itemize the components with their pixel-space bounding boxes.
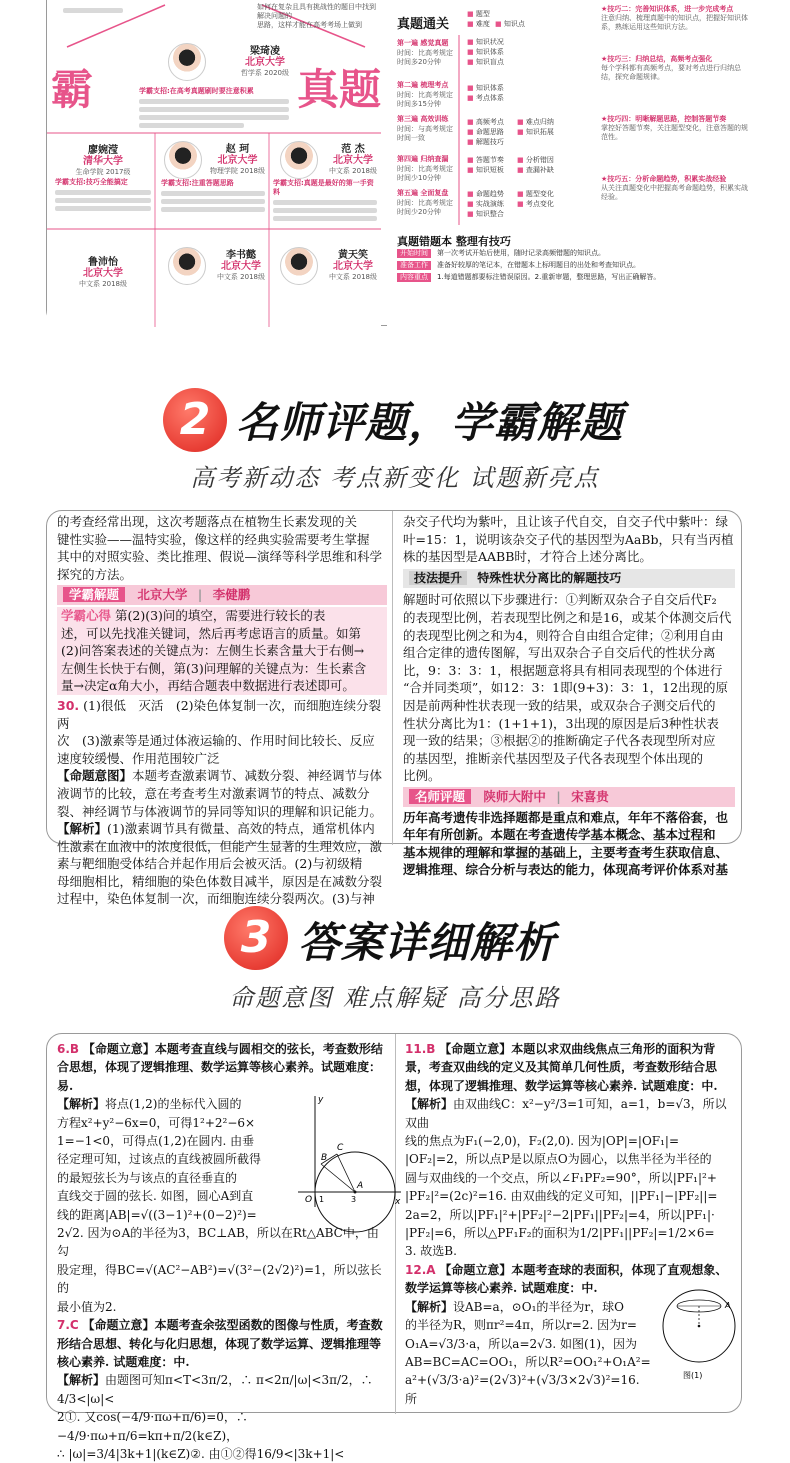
mingti-label: 【命题立意】 [439,1262,512,1277]
text-line: 年年有所创新。本题在考查遗传学基本概念、基本过程和 [403,827,716,843]
notebook-row [397,273,737,282]
mingshi-name: 宋喜贵 [571,788,609,804]
text-line: 素与靶细胞受体结合并起作用后会被灭活。(2)与初级精 [57,856,363,872]
text-line: 2a=2，所以|PF₁|²+|PF₂|²−2|PF₁||PF₂|=4，所以|PF₁|· [405,1207,715,1222]
text-line: 组合定律的遗传图解，写出双杂合子自交后代的性状分离 [403,645,716,661]
question-intent: 本题以求双曲线焦点三角形的面积为背景，考查双曲线的定义及其简单几何性质，考查数形结合思想，体现了逻辑推理、数学运算等核心素养. 试题难度：中. [405,1042,718,1093]
text-line: ∴ |ω|=3/4|3k+1|(k∈Z)②. 由①②得16/9<|3k+1|< [57,1446,345,1461]
text-line: 的基因型，推断亲代基因型及子代各表现型个体出现的 [403,750,704,766]
section-2-heading [0,376,790,496]
profile-major: 物理学院 2018级 [209,166,265,175]
xueba-name: 李健鹏 [212,587,251,603]
point-label-a: A [357,1181,364,1191]
text-line: 3. 故选B. [405,1244,457,1259]
sphere-figure [659,1284,739,1384]
text-line: 圆与双曲线的一个交点，所以∠F₁PF₂=90°，所以|PF₁|²+ [405,1170,717,1185]
text-line: 比，9：3：3：1，根据题意将具有相同表现型的个体进行 [403,662,723,678]
mingti-label: 【命题立意】 [439,1042,512,1056]
step-body: 时间：与高考规定时间一致 [397,125,453,142]
question-intent: 本题考查余弦型函数的图像与性质，考查数形结合思想、转化与化归思想，体现了数学运算、逻辑推理等核心素养. 试题难度：中. [57,1318,383,1369]
skill-block [601,175,751,202]
strategy-left-panel [47,0,381,327]
text-line: 的表现型比例之和为4，则符合自由组合定律；②利用自由 [403,627,724,643]
notebook-row-text: 第一次考试开始后使用，随时记录高频错题的知识点。 [437,249,605,257]
question-intent: 本题考查直线与圆相交的弦长，考查数形结合思想，体现了逻辑推理、数学运算等核心素养。试题难度：易. [57,1042,383,1093]
step-chip: ■ 实战演练 [467,199,504,209]
zhenti-tongguan-title: 真题通关 [397,17,450,32]
text-line: 线的距离|AB|=√((3−1)²+(0−2)²)= [57,1207,257,1222]
profile-major: 中文系 2018级 [216,272,265,281]
skill-title: ★技巧三：归纳总结，高频考点强化 [601,55,713,63]
tick-label-3: 3 [351,1195,357,1204]
jiexi-label: 【解析】 [405,1299,454,1314]
text-line: 由题图可知π<T<3π/2，∴ π<2π/|ω|<3π/2，∴ 4/3<|ω|< [57,1373,373,1406]
step-chip: ■ 知识短板 [467,165,504,175]
circle-geometry-figure [293,1092,403,1212]
tag: ■ 知识点 [495,19,525,29]
text-line: 叶=15：1，说明该杂交子代的基因型为AaBb，只有当丙植 [403,531,734,547]
profile-major: 中文系 2018级 [328,166,377,175]
column-divider [392,511,393,845]
text-line: 母细胞相比，精细胞的染色体数目减半，原因是在减数分裂 [57,873,383,889]
text-line: 径定理可知，过该点的直线被圆所截得 [57,1152,262,1167]
profile-card [161,141,265,215]
text-line: 逻辑推理、综合分析与表达的能力，体现高考评价体系对基 [403,862,729,878]
step-chip: ■ 知识盲点 [467,57,504,67]
text-line: 的考查经常出现，这次考题落点在植物生长素发现的关 [57,514,358,529]
text-line: 本题考查激素调节、减数分裂、神经调节与体 [132,768,383,784]
text-line: 左侧生长快于右侧，第(3)问理解的关键点为：生长素含 [61,660,367,676]
step-chip: ■ 知识状况 [467,37,504,47]
section-3-heading [0,900,790,1020]
profile-university: 北京大学 [83,268,123,279]
text-line: O₁A=√3/3·a，所以a=2√3. 如图(1)，因为 [405,1336,638,1351]
avatar [280,141,318,179]
jifa-title: 特殊性状分离比的解题技巧 [477,570,622,585]
text-line: 股定理，得BC=√(AC²−AB²)=√(3²−(2√2)²)=1，所以弦长的 [57,1262,382,1296]
text-line: 比例。 [403,768,441,784]
text-line: 裂、神经调节与体液调节的异同等知识的理解和识记能力。 [57,803,383,819]
step-chip: ■ 知识体系 [467,83,504,93]
text-line: 基本规律的理解和掌握的基础上，主要考查考生获取信息、 [403,844,729,860]
step-chip: ■ 知识体系 [467,47,504,57]
notebook-table [397,249,737,282]
big-char-ba: 霸 [51,65,94,114]
text-line: 方程x²+y²−6x=0，可得1²+2²−6× [57,1115,256,1130]
profile-main [139,43,289,131]
skill-body: 掌控好答题节奏，关注题型变化，注意答题的规范性。 [601,124,748,141]
preview-card-solutions [46,1033,742,1461]
mingshi-label: 名师评题 [409,789,471,804]
xinde-label: 学霸心得 [61,607,112,623]
text-line: AB=BC=AC=OO₁，所以R²=OO₁²+O₁A²= [405,1354,651,1369]
text-line: 解题时可依照以下步骤进行：①判断双杂合子自交后代F₂ [403,592,717,608]
top-text-line-2: 思路，这样才能在高考考场上做到 [257,21,362,29]
text-line: 1=−1<0，可得点(1,2)在圆内. 由垂 [57,1134,255,1149]
mingti-label: 【命题立意】 [82,1042,155,1056]
jiexi-label: 【解析】 [57,821,108,837]
xueba-banner: 学霸解题 北京大学 | 李健鹏 [57,585,387,605]
profile-name: 梁琦凌 [249,45,280,57]
step-chip: ■ 知识拓展 [517,127,554,137]
section-subtitle: 高考新动态 考点新变化 试题新亮点 [190,464,600,492]
step-title: 第三遍 高效训练 [397,115,449,123]
top-text-line-1: 如何在复杂且具有挑战性的题目中找到解决问题的 [257,3,376,20]
profile-major: 生命学院 2017级 [75,168,131,176]
text-line: 其中的对照实验、类比推理、假说—演绎等科学思维和科学 [57,549,383,565]
notebook-row-text: 准备好较厚的笔记本，在错题本上标明题目的出处和考查知识点。 [437,261,640,269]
profile-university: 北京大学 [332,260,373,272]
skill-body: 从关注真题变化中把握高考命题趋势，积累实战经验。 [601,184,748,201]
text-line: 的最短弦长为与该点的直径垂直的 [57,1170,238,1185]
avatar [168,247,206,285]
profile-card [273,141,377,224]
step-body: 时间：比高考规定时间少20分钟 [397,199,453,216]
text-line: |PF₂|²=(2c)²=16. 由双曲线的定义可知，||PF₁|−|PF₂||= [405,1189,718,1204]
jifa-label: 技法提升 [409,571,467,585]
profile-heading: 学霸支招:技巧全能搞定 [55,178,128,186]
mingti-label: 【命题立意】 [82,1318,155,1333]
question-intent: 本题考查球的表面积，体现了直观想象、数学运算等核心素养. 试题难度：中. [405,1262,728,1296]
point-label-c: C [337,1143,344,1153]
text-line: a²+(√3/3·a)²=(2√3)²+(√3/3×2√3)²=16. 所 [405,1373,640,1406]
step-chip: ■ 考点变化 [517,199,554,209]
xueba-school: 北京大学 [137,587,188,603]
question-number: 11.B [405,1042,436,1056]
text-line: 2√2. 因为⊙A的半径为3，BC⊥AB，所以在Rt△ABC中，由勾 [57,1226,379,1259]
step-chip: ■ 知识整合 [467,209,504,219]
step-title: 第二遍 梳理考点 [397,81,449,89]
profile-name: 鲁沛怡 [88,257,118,268]
commentary-left-column [57,511,387,908]
point-label-b: B [321,1153,328,1163]
axis-label-x: x [395,1197,401,1207]
profile-name: 赵 珂 [225,143,250,155]
step-body: 时间：比高考规定时间少10分钟 [397,165,453,182]
profile-university: 清华大学 [83,156,123,167]
profile-major: 中文系 2018级 [78,280,128,288]
commentary-right-column [403,511,735,879]
step-title: 第四遍 归纳查漏 [397,155,449,163]
preview-card-commentary [46,510,742,907]
text-line: 过程中，染色体复制一次，而细胞连续分裂两次。(3)与神 [57,891,375,907]
notebook-row-text: 1.每道错题都要标注错误原因。2.重新审题，整理思路，写出正确解答。 [437,273,661,281]
top-right-text [257,3,377,30]
notebook-title: 真题错题本 整理有技巧 [397,235,511,248]
mingshi-banner: 名师评题 陕师大附中 | 宋喜贵 [403,787,735,807]
jiexi-label: 【解析】 [57,1097,106,1112]
profile-university: 北京大学 [244,56,285,68]
text-line: 2①. 又cos(−4/9·πω+π/6)=0，∴ −4/9·πω+π/6=kπ+π/2(k∈Z)， [57,1410,248,1443]
big-char-zhenti: 真题 [297,65,382,114]
text-line: 键性实验——温特实验，像这样的经典实验需要考生掌握 [57,531,370,547]
text-line: 因是前两种性状表现一致的结果，或双杂合子测交后代的 [403,697,716,713]
text-line: 由双曲线C：x²−y²/3=1可知，a=1，b=√3，所以双曲 [405,1097,727,1130]
text-line: 的半径为R，则πr²=4π，所以r=2. 因为r= [405,1318,637,1333]
step-chip: ■ 题型变化 [517,189,554,199]
profile-university: 北京大学 [217,154,258,166]
step-body: 时间：比高考规定时间多15分钟 [397,91,453,108]
jiexi-label: 【解析】 [405,1097,454,1112]
step-chip: ■ 难点归纳 [517,117,554,127]
step-chip: ■ 命题趋势 [467,189,504,199]
profile-university: 北京大学 [220,260,261,272]
text-line: 将点(1,2)的坐标代入圆的 [105,1097,242,1112]
text-line: 杂交子代均为紫叶，且让该子代自交，自交子代中紫叶：绿 [403,514,729,529]
profile-major: 哲学系 2020级 [240,68,289,77]
profile-heading: 学霸支招:在高考真题刷时要注意积累 [139,87,254,95]
profile-name: 范 杰 [341,143,365,155]
axis-label-y: y [318,1095,324,1105]
section-title: 答案详细解析 [298,918,557,967]
mingshi-school: 陕师大附中 [483,788,546,804]
text-line: (1)激素调节具有微量、高效的特点，通常机体内 [107,821,375,837]
question-number: 30. [57,697,80,713]
profile-name: 廖婉滢 [88,145,118,156]
text-line: 性状分离比为1：(1+1+1)，3出现的原因是后3种性状表 [403,715,719,731]
text-line: 现一致的结果；③根据②的推断确定子代各表现型所对应 [403,733,716,749]
profile-name: 李书懿 [225,249,256,261]
top-left-text [63,5,133,16]
jifa-banner [403,569,735,589]
avatar [280,247,318,285]
question-number: 6.B [57,1042,80,1056]
step-title: 第五遍 全面复盘 [397,189,449,197]
xueba-label: 学霸解题 [63,587,125,602]
text-line: 速度较缓慢、作用范围较广泛 [57,750,220,766]
text-line: 的表现型比例，若表现型比例之和是16，或某个体测交后代 [403,609,732,625]
text-line: “合并同类项”，如12：3：1即(9+3)：3：1，12出现的原 [403,680,729,696]
text-line: (1)很低 灭活 (2)染色体复制一次，而细胞连续分裂两 [57,697,382,731]
section-number-badge: 3 [224,906,288,970]
step-body: 时间：比高考规定时间多20分钟 [397,49,453,66]
skill-block [601,115,751,142]
origin-label: O [305,1195,313,1205]
text-line: 次 (3)激素等是通过体液运输的、作用时间比较长、反应 [57,733,375,749]
question-number: 7.C [57,1318,79,1333]
skill-body: 每个学科都有高频考点，要对考点进行归纳总结，探究命题规律。 [601,64,741,81]
notebook-row-label: 准备工作 [397,261,431,270]
text-line: 历年高考遗传非选择题都是重点和难点，年年不落俗套，也 [403,809,729,825]
text-line: 探究的方法。 [57,566,133,582]
section-title: 名师评题，学霸解题 [236,398,624,447]
text-line: 量→决定α角大小，再结合题表中数据进行表述即可。 [61,678,355,694]
column-divider [395,1034,396,1414]
step-chip: ■ 解题技巧 [467,137,504,147]
step-chip: ■ 分析错因 [517,155,554,165]
profile-card [55,145,151,214]
profile-card [161,247,265,285]
text-line: |OF₂|=2，所以点P是以原点O为圆心，以焦半径为半径的 [405,1152,712,1167]
text-line: (2)问答案表述的关键点为：左侧生长素含量大于右侧→ [61,643,365,659]
text-line: 直线交于圆的弦长. 如图，圆心A到直 [57,1189,254,1204]
section-number-badge: 2 [163,388,227,452]
step-chip: ■ 高频考点 [467,117,504,127]
profile-university: 北京大学 [332,154,373,166]
preview-card-strategy [46,0,748,326]
avatar [168,43,206,81]
step-chip: ■ 命题思路 [467,127,504,137]
tag: ■ 难度 [467,19,490,29]
skill-block [601,5,751,32]
skill-title: ★技巧五：分析命题趋势，积累实战经验 [601,175,727,183]
figure-caption: 图(1) [683,1371,703,1380]
skill-body: 注意归纳、梳理真题中的知识点，把握好知识体系，熟练运用这些知识方法。 [601,14,748,31]
skill-title: ★技巧四：明晰解题思路，控制答题节奏 [601,115,727,123]
section-subtitle: 命题意图 难点解疑 高分思路 [229,984,561,1012]
profile-card [55,257,151,290]
skill-block [601,55,751,82]
text-line: |PF₂|=6，所以△PF₁F₂的面积为1/2|PF₁||PF₂|=1/2×6= [405,1226,715,1241]
tag: ■ 题型 [467,9,490,19]
strategy-right-panel [387,0,748,327]
step-title: 第一遍 感觉真题 [397,39,449,47]
text-line: 述，可以先找准关键词，然后再考虑语言的质量。如第 [61,625,362,641]
text-line: 最小值为2. [57,1299,117,1314]
notebook-row [397,249,737,258]
step-chip: ■ 答题节奏 [467,155,504,165]
profile-heading: 学霸支招:注重答题思路 [161,179,234,187]
text-line: 设AB=a，⊙O₁的半径为r，球O [453,1299,624,1314]
jiexi-label: 【解析】 [57,1373,106,1388]
profile-major: 中文系 2018级 [328,272,377,281]
notebook-row [397,261,737,270]
avatar [164,141,202,179]
point-label-a: A [725,1301,731,1310]
step-chip: ■ 查漏补缺 [517,165,554,175]
text-line: 线的焦点为F₁(−2,0)，F₂(2,0). 因为|OP|=|OF₁|= [405,1134,680,1149]
text-line: 第(2)(3)问的填空，需要进行较长的表 [115,607,326,623]
tick-label-1: 1 [319,1195,325,1204]
notebook-row-label: 内容重点 [397,273,431,282]
text-line: 液调节的比较，意在考查考生对激素调节的特点、减数分 [57,785,370,801]
skill-title: ★技巧二：完善知识体系，进一步完成考点 [601,5,734,13]
text-line: 株的基因型是AABB时，才符合上述分离比。 [403,549,652,565]
profile-card [273,247,377,285]
question-number: 12.A [405,1262,436,1277]
profile-name: 黄天笑 [337,249,368,261]
xinde-block [57,607,387,695]
mingti-label: 【命题意图】 [57,768,133,784]
text-line: 性激素在血液中的浓度很低，但能产生显著的生理效应，激 [57,838,383,854]
notebook-row-label: 开始时间 [397,249,431,258]
step-chip: ■ 考点体系 [467,93,504,103]
profile-heading: 学霸支招:真题是最好的第一手资料 [273,179,374,196]
